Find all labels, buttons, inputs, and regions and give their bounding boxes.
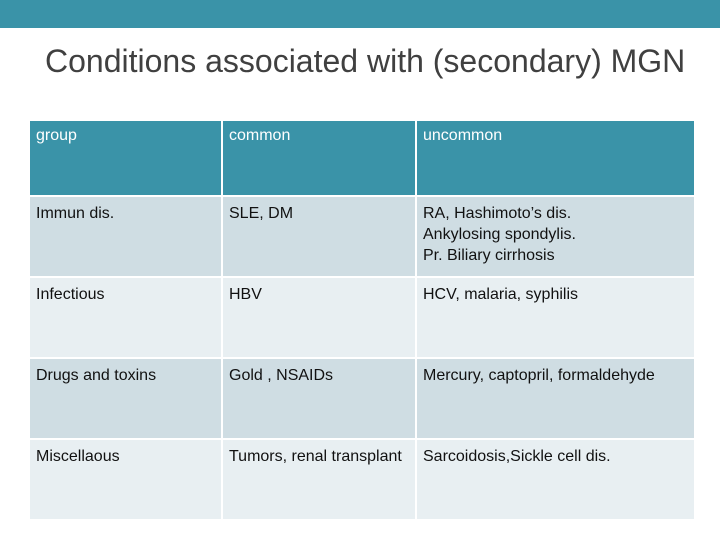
- cell-uncommon: [416, 196, 695, 277]
- cell-common: HBV: [222, 277, 416, 358]
- table-row: [29, 439, 695, 520]
- uncommon-line: HCV, malaria, syphilis: [423, 286, 579, 303]
- cell-common: Tumors, renal transplant: [222, 439, 416, 520]
- table-row: [29, 277, 695, 358]
- cell-group: Miscellaous: [29, 439, 222, 520]
- cell-uncommon: [416, 277, 695, 358]
- cell-common: SLE, DM: [222, 196, 416, 277]
- header-uncommon: uncommon: [416, 120, 695, 196]
- uncommon-line: Mercury, captopril, formaldehyde: [423, 367, 655, 384]
- slide-title: Conditions associated with (secondary) MGN: [45, 43, 686, 79]
- cell-group: Immun dis.: [29, 196, 222, 277]
- conditions-table: [28, 119, 696, 521]
- table-header-row: [29, 120, 695, 196]
- cell-group: Drugs and toxins: [29, 358, 222, 439]
- table-row: [29, 358, 695, 439]
- uncommon-line: Pr. Biliary cirrhosis: [423, 247, 555, 264]
- table-row: [29, 196, 695, 277]
- uncommon-line: RA, Hashimoto’s dis.: [423, 205, 572, 222]
- cell-common: Gold , NSAIDs: [222, 358, 416, 439]
- uncommon-line: Ankylosing spondylis.: [423, 226, 576, 243]
- header-group: group: [29, 120, 222, 196]
- cell-group: Infectious: [29, 277, 222, 358]
- top-accent-bar: [0, 0, 720, 28]
- cell-uncommon: [416, 439, 695, 520]
- cell-uncommon: [416, 358, 695, 439]
- uncommon-line: Sarcoidosis,Sickle cell dis.: [423, 448, 611, 465]
- header-common: common: [222, 120, 416, 196]
